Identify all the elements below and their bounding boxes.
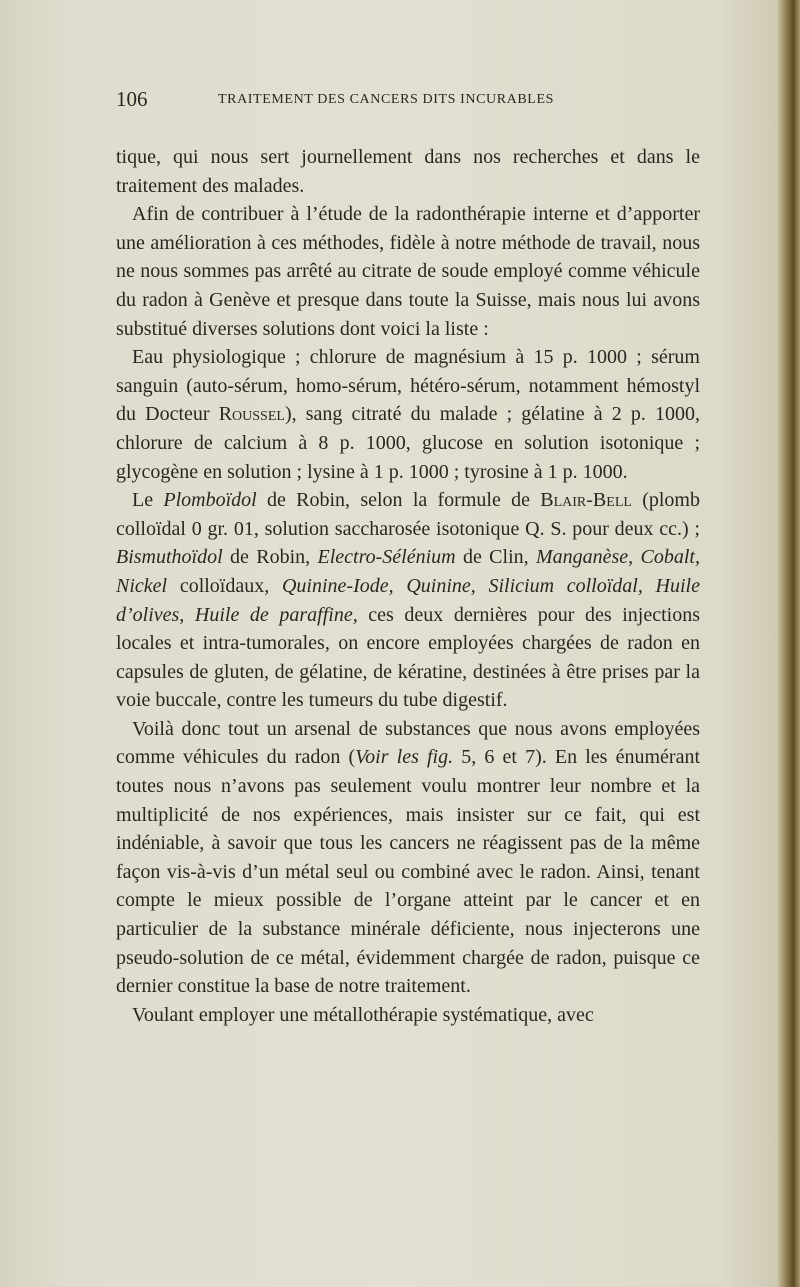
- paragraph-2: Afin de contribuer à l’étude de la radonthérapie interne et d’apporter une amélioration à ces méthodes, fidèle à notre méthode de travail, nous ne nous sommes pas arrêté au citrate de soude employé comme véhicule du radon à Genève et presque dans toute la Suisse, mais nous lui avons substitué diverses solutions dont voici la liste :: [116, 203, 700, 340]
- p4-i5: Quinine-Iode, Quinine, Silicium colloïdal, Huile d’olives, Huile de paraffine,: [116, 574, 700, 626]
- paragraph-6: Voulant employer une métallothérapie systématique, avec: [132, 1003, 594, 1026]
- p4-s1: Le: [132, 489, 164, 512]
- p4-i3: Electro-Sélénium: [317, 546, 456, 569]
- p4-s2: de Robin, selon la formule de: [256, 489, 541, 512]
- p5-i1: Voir les fig.: [355, 746, 454, 769]
- body-text: [116, 143, 700, 1029]
- paragraph-5: [116, 715, 700, 1001]
- p3-text: Eau physiologique ; chlorure de magnésium à 15 p. 1000 ; sérum sanguin (auto-sérum, homo-sérum, hétéro-sérum, notamment hémostyl du Docteur Roussel), sang citraté du malade ; gélatine à 2 p. 1000, chlorure de calcium à 8 p. 1000, glucose en solution isotonique ; glycogène en solution ; lysine à 1 p. 1000 ; tyrosine à 1 p. 1000.: [116, 346, 700, 483]
- p4-s5: de Clin,: [455, 546, 536, 569]
- p5-s1: Voilà donc tout un arsenal de substances que nous avons employées comme véhicules du radon (: [116, 717, 700, 769]
- paragraph-3: [116, 343, 700, 486]
- running-title: TRAITEMENT DES CANCERS DITS INCURABLES: [218, 92, 555, 107]
- p4-s6: colloïdaux,: [167, 574, 282, 597]
- p4-i2: Bismuthoïdol: [116, 546, 223, 569]
- page-edge: [778, 0, 800, 1287]
- p5-s2: 5, 6 et 7). En les énumérant toutes nous n’avons pas seulement voulu montrer leur nombre et la multiplicité de nos expériences, mais insister sur ce fait, qui est indéniable, à savoir que tous les cancers ne réagissent pas de la même façon vis-à-vis d’un métal seul ou combiné avec le radon. Ainsi, tenant compte le mieux possible de l’organe atteint par le cancer et en particulier de la substance minérale déficiente, nous injecterons une pseudo-solution de ce métal, évidemment chargée de radon, puisque ce dernier constitue la base de notre traitement.: [116, 746, 701, 998]
- p4-i1: Plomboïdol: [163, 489, 257, 512]
- p4-s4: de Robin,: [222, 546, 318, 569]
- p4-sc1: Blair-Bell: [540, 489, 632, 512]
- page-number: 106: [116, 87, 148, 111]
- paragraph-1: tique, qui nous sert journellement dans nos recherches et dans le traitement des malades.: [116, 146, 700, 197]
- running-header: [116, 87, 700, 115]
- p4-s3: (plomb colloïdal 0 gr. 01, solution saccharosée isotonique Q. S. pour deux cc.) ;: [116, 489, 700, 540]
- author-roussel: Roussel: [218, 403, 285, 426]
- p4-i4: Manganèse, Cobalt, Nickel: [116, 546, 700, 597]
- paragraph-4: [116, 486, 700, 715]
- p4-s7: ces deux dernières pour des injections locales et intra-tumorales, on encore employées chargées de radon en capsules de gluten, de gélatine, de kératine, destinées à être prises par la voie buccale, contre les tumeurs du tube digestif.: [116, 603, 700, 712]
